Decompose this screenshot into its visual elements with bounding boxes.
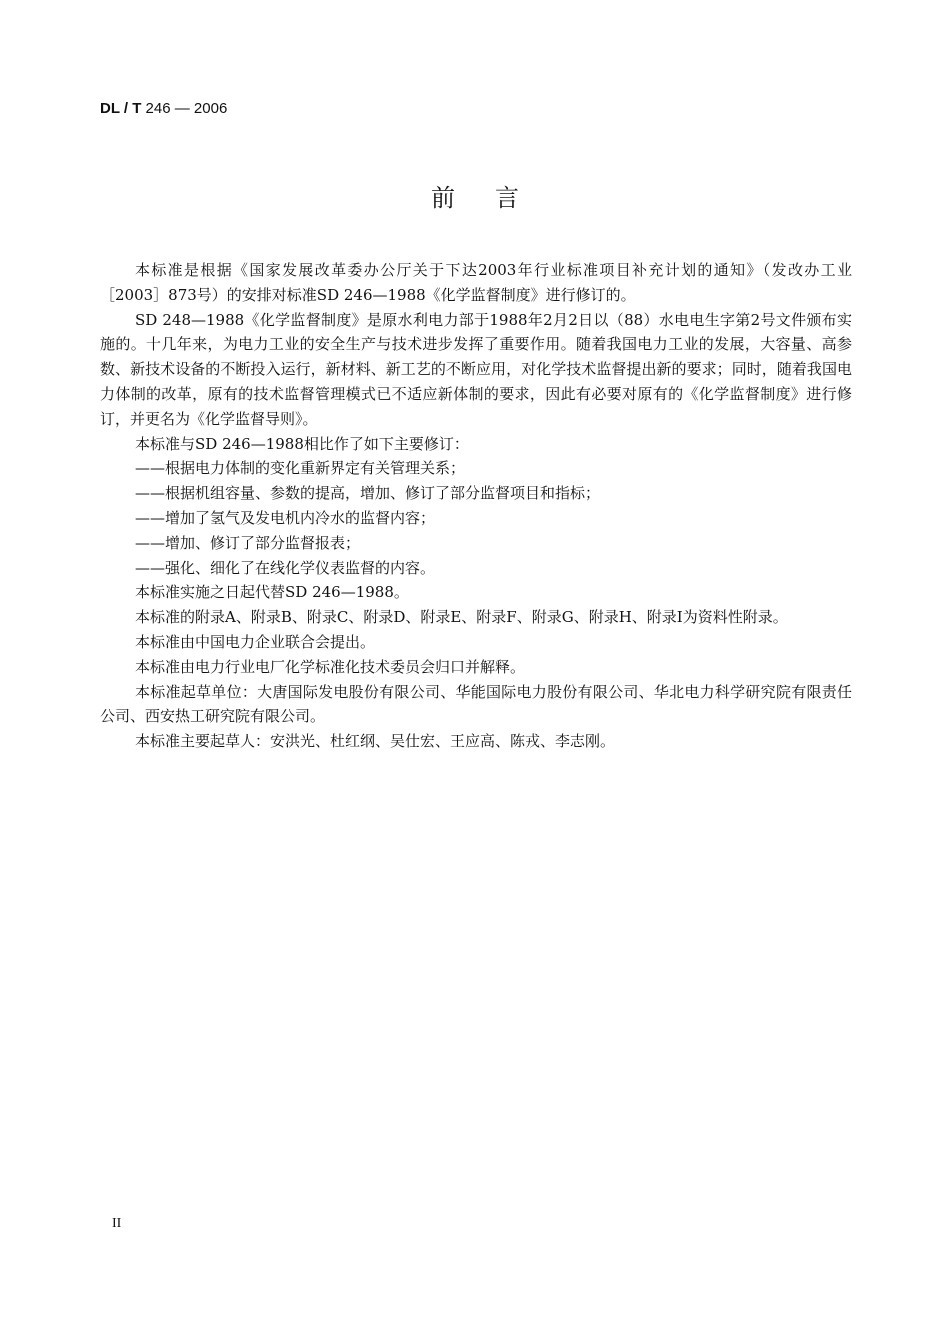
list-item: ——根据机组容量、参数的提高，增加、修订了部分监督项目和指标； [135, 484, 601, 503]
paragraph: 本标准由电力行业电厂化学标准化技术委员会归口并解释。 [135, 657, 526, 676]
list-item: ——根据电力体制的变化重新界定有关管理关系； [135, 459, 466, 478]
paragraph: 本标准的附录A、附录B、附录C、附录D、附录E、附录F、附录G、附录H、附录I为资料性附录。 [135, 608, 788, 627]
list-item: ——强化、细化了在线化学仪表监督的内容。 [135, 558, 436, 577]
paragraph: 本标准起草单位：大唐国际发电股份有限公司、华能国际电力股份有限公司、华北电力科学研究院有限责任公司、西安热工研究院有限公司。 [100, 682, 852, 726]
page-number: II [112, 1216, 122, 1231]
paragraph: 本标准实施之日起代替SD 246—1988。 [135, 583, 409, 602]
document-code-number: 246 — 2006 [141, 100, 228, 117]
list-item: ——增加、修订了部分监督报表； [135, 533, 361, 552]
page-title: 前言 [431, 184, 559, 212]
paragraph: 本标准是根据《国家发展改革委办公厅关于下达2003年行业标准项目补充计划的通知》（发改办工业［2003］873号）的安排对标准SD 246—1988《化学监督制度》进行修订的。 [100, 261, 852, 304]
document-code [100, 100, 227, 117]
paragraph: 本标准由中国电力企业联合会提出。 [135, 632, 376, 651]
paragraph: 本标准与SD 246—1988相比作了如下主要修订： [135, 434, 469, 453]
paragraph: 本标准主要起草人：安洪光、杜红纲、吴仕宏、王应高、陈戎、李志刚。 [135, 732, 616, 751]
foreword-body [100, 258, 852, 754]
list-item: ——增加了氢气及发电机内冷水的监督内容； [135, 508, 436, 527]
document-code-prefix: DL / T [100, 100, 142, 117]
paragraph: SD 248—1988《化学监督制度》是原水利电力部于1988年2月2日以（88）水电电生字第2号文件颁布实施的。十几年来，为电力工业的安全生产与技术进步发挥了重要作用。随着我国电力工业的发展，大容量、高参数、新技术设备的不断投入运行，新材料、新工艺的不断应用，对化学技术监督提出新的要求；同时，随着我国电力体制的改革，原有的技术监督管理模式已不适应新体制的要求，因此有必要对原有的《化学监督制度》进行修订，并更名为《化学监督导则》。 [100, 310, 852, 428]
